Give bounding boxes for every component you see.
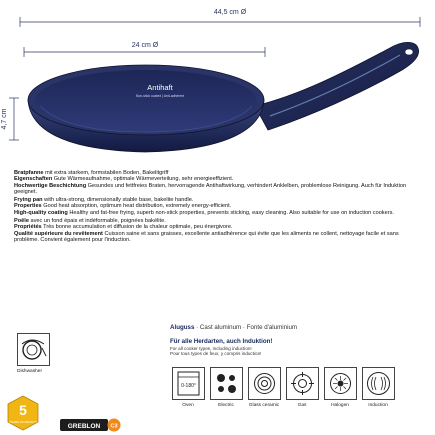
material-line xyxy=(170,324,430,331)
induction-hob-icon xyxy=(362,367,395,400)
description-de-1-heading: Eigenschaften xyxy=(14,176,53,183)
glass-ceramic-hob-icon xyxy=(248,367,281,400)
hob-label-glass-ceramic: Glass ceramic xyxy=(248,403,280,408)
dishwasher-label: Dishwasher xyxy=(17,369,43,374)
description-de-1-text: Gute Wärmeaufnahme, optimale Wärmeverteilung, sehr energieeffizient. xyxy=(52,176,234,183)
oven-icon xyxy=(172,367,205,400)
oven-temp: 0-180° xyxy=(181,383,196,389)
description-fr-2 xyxy=(14,231,424,244)
hob-label-halogen: Halogen xyxy=(331,403,349,408)
dishwasher-icon xyxy=(17,333,50,366)
greblon-badge: C3 xyxy=(110,423,118,430)
total-length-label: 44,5 cm Ø xyxy=(213,9,247,16)
hob-subtitle xyxy=(170,346,350,356)
description-de-2-heading: Hochwertige Beschichtung xyxy=(14,182,87,189)
description-de-2-text: Gesundes und fettfreies Braten, hervorragende Antihaftwirkung, verhindert Anklelben, problemlose Reinigung. Auch für Induktion geeignet. xyxy=(14,182,407,195)
description-en-2-heading: High-quality coating xyxy=(14,209,68,216)
dimension-height xyxy=(1,98,19,140)
description-fr-1-heading: Propriétés xyxy=(14,224,42,231)
description-en-1-heading: Properties xyxy=(14,203,42,210)
pan-label-subtitle: Non-stick coated | Anti-adhérent xyxy=(135,94,185,98)
description-fr-0-heading: Poêle xyxy=(14,218,29,225)
description-de-2 xyxy=(14,183,424,196)
height-label: 4,7 cm xyxy=(1,108,8,130)
description-en-0-text: with ultra-strong, dimensionally stable base, bakelite handle. xyxy=(42,197,194,204)
description-de-0-heading: Bratpfanne xyxy=(14,170,44,176)
dimension-total-length xyxy=(20,9,420,27)
greblon-logo xyxy=(60,418,122,433)
pan-label-title: Antihaft xyxy=(147,83,173,92)
hob-label-electric: Electric xyxy=(218,403,234,408)
description-fr-2-text: Cuisson saine et sans graisses, excellente antiadhérence qui évite que les aliments ne collent, nettoyage facile et sans problème. Convient également pour l'induction. xyxy=(14,230,399,243)
material-translations: · Cast aluminum · Fonte d'aluminium xyxy=(196,324,298,331)
diameter-label: 24 cm Ø xyxy=(131,42,159,49)
warranty-text: YEARS WARRANTY xyxy=(8,420,38,424)
description-fr-2-heading: Qualité supérieure du revêtement xyxy=(14,230,103,237)
pan-inner-surface xyxy=(35,70,257,132)
description-en-0-heading: Frying pan xyxy=(14,197,43,204)
description-en-2 xyxy=(14,210,424,216)
material-name: Aluguss xyxy=(170,324,195,331)
electric-hob-icon xyxy=(210,367,243,400)
hob-label-gas: Gas xyxy=(297,403,307,408)
description-en-2-text: Healthy and fat-free frying, superb non-stick properties, prevents sticking, easy cleaning. Also suitable for use on induction cookers. xyxy=(67,209,394,216)
gas-hob-icon xyxy=(286,367,319,400)
hob-subtitle-en: For all cooker types, including induction! xyxy=(170,346,252,351)
hob-label-induction: Induction xyxy=(368,403,388,408)
pan-handle xyxy=(255,42,419,130)
hob-subtitle-fr: Pour tous types de feux, y compris induction! xyxy=(170,351,262,357)
description-de-0-text: mit extra starkem, formstabilen Boden, Bakelitgriff xyxy=(43,170,169,176)
hob-label-oven: Oven xyxy=(182,403,194,408)
description-fr-0-text: avec un fond épais et indéformable, poignées bakélite. xyxy=(28,218,166,225)
halogen-hob-icon xyxy=(324,367,357,400)
hob-title: Für alle Herdarten, auch Induktion! xyxy=(170,338,273,345)
warranty-badge-icon xyxy=(6,395,40,431)
description-en-1-text: Good heat absorption, optimum heat distribution, extremely energy-efficient. xyxy=(41,203,232,210)
pan-diagram xyxy=(0,0,435,165)
dimension-diameter xyxy=(24,42,265,57)
warranty-years: 5 xyxy=(19,402,27,418)
description-fr-1-text: Très bonne accumulation et diffusion de la chaleur optimale, peu énergivore. xyxy=(41,224,233,231)
product-description xyxy=(14,170,424,243)
greblon-name: GREBLON xyxy=(67,423,101,430)
